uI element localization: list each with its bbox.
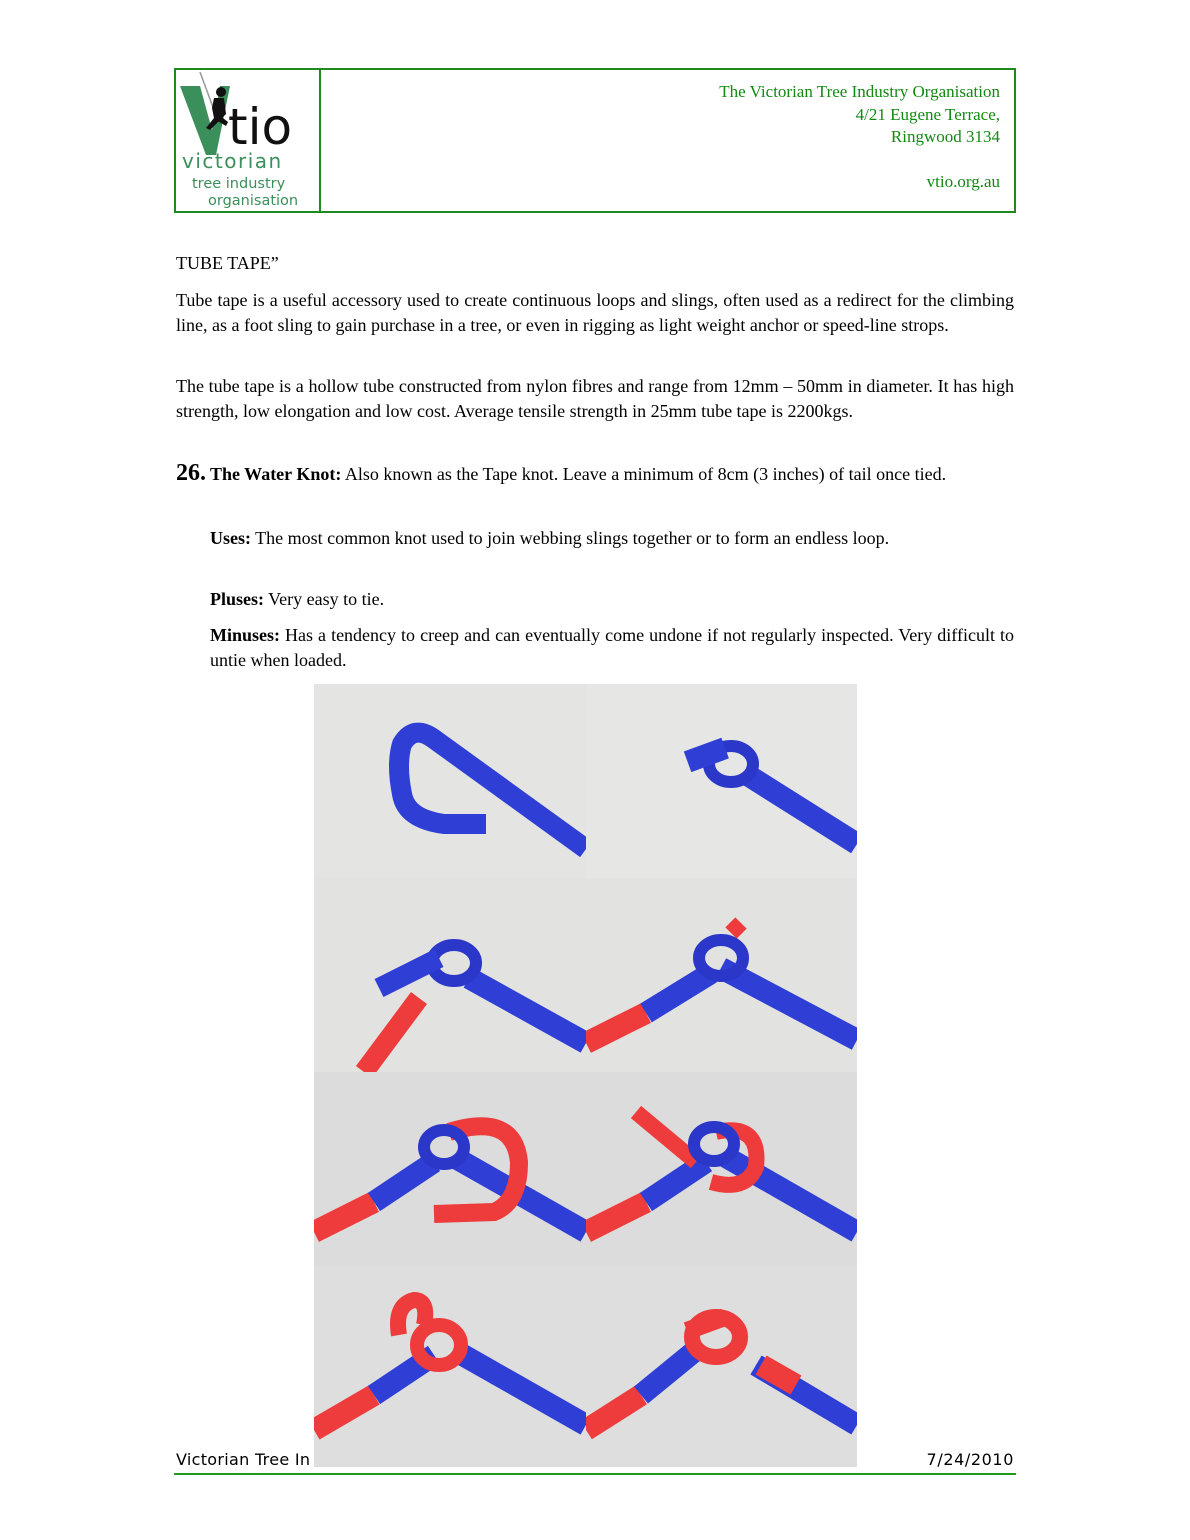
footer-org-name: Victorian Tree In — [176, 1450, 311, 1469]
footer-divider — [174, 1473, 1016, 1475]
svg-text:tree industry: tree industry — [192, 176, 286, 192]
knot-description-text: Also known as the Tape knot. Leave a minimum of 8cm (3 inches) of tail once tied. — [341, 464, 947, 484]
svg-text:tio: tio — [228, 98, 293, 156]
address-line-1: 4/21 Eugene Terrace, — [855, 104, 1000, 124]
minuses-text: Has a tendency to creep and can eventually come undone if not regularly inspected. Very difficult to untie when loaded. — [210, 625, 1014, 670]
paragraph-specs: The tube tape is a hollow tube constructed from nylon fibres and range from 12mm – 50mm in diameter. It has high strength, low elongation and low cost. Average tensile strength in 25mm tube tape is 2200kgs. — [176, 376, 1014, 421]
section-heading: TUBE TAPE” — [176, 253, 279, 273]
knot-item — [176, 462, 1014, 487]
photo-step-1 — [314, 684, 586, 878]
photo-step-3 — [314, 878, 586, 1072]
knot-number: 26. — [176, 460, 206, 486]
paragraph-intro: Tube tape is a useful accessory used to create continuous loops and slings, often used as a redirect for the climbing line, as a foot sling to gain purchase in a tree, or even in rigging as light weight anchor or speed-line strops. — [176, 290, 1014, 335]
letterhead — [174, 68, 1016, 213]
uses-label: Uses: — [210, 528, 251, 548]
photo-step-7 — [314, 1265, 586, 1467]
minuses-label: Minuses: — [210, 625, 281, 645]
knot-description — [210, 462, 1014, 487]
website-link[interactable]: vtio.org.au — [926, 171, 1000, 191]
photo-step-6 — [586, 1072, 857, 1265]
photo-step-2 — [586, 684, 857, 878]
vtio-logo — [176, 70, 321, 211]
footer-date: 7/24/2010 — [926, 1450, 1014, 1469]
org-name: The Victorian Tree Industry Organisation — [719, 82, 1000, 101]
knot-uses — [210, 526, 1014, 551]
knot-title: The Water Knot: — [210, 464, 342, 484]
knot-minuses — [210, 623, 1014, 672]
knot-pluses — [210, 587, 1014, 612]
svg-text:victorian: victorian — [182, 149, 283, 173]
uses-text: The most common knot used to join webbing slings together or to form an endless loop. — [251, 528, 890, 548]
address-line-2: Ringwood 3134 — [890, 127, 1000, 146]
org-address — [719, 81, 1000, 193]
pluses-text: Very easy to tie. — [264, 589, 385, 609]
photo-step-4 — [586, 878, 857, 1072]
svg-text:organisation: organisation — [208, 193, 299, 209]
pluses-label: Pluses: — [210, 589, 264, 609]
water-knot-photo-sequence — [314, 684, 857, 1467]
photo-step-5 — [314, 1072, 586, 1265]
photo-step-8 — [586, 1265, 857, 1467]
